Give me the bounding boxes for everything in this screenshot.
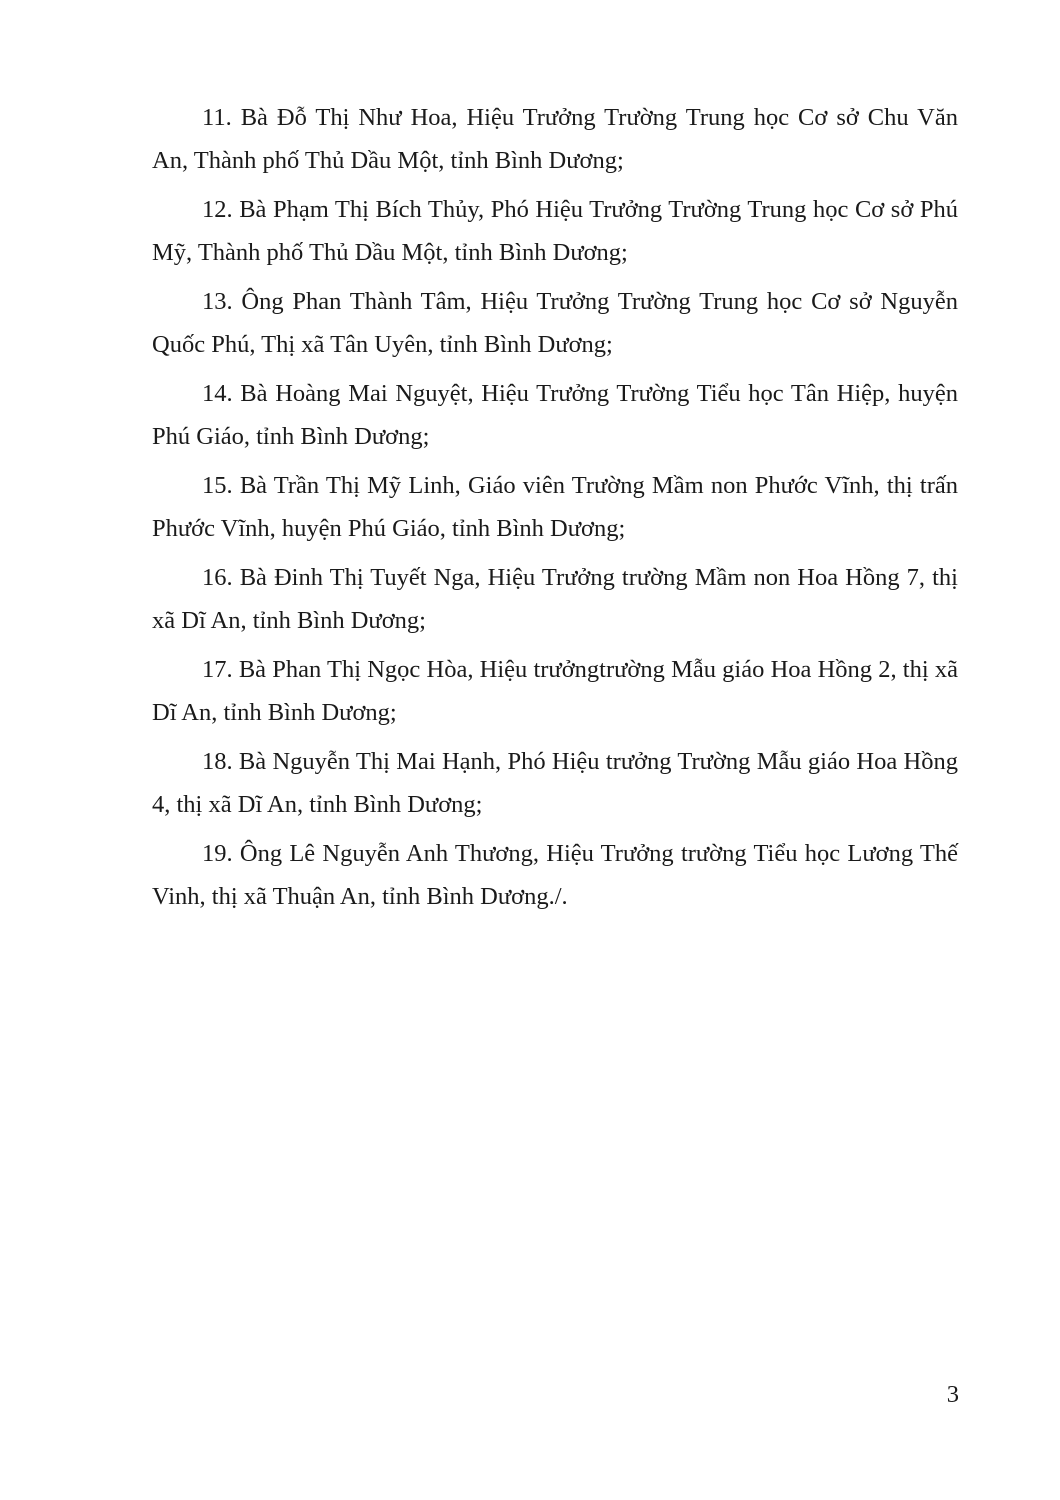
list-item: 12. Bà Phạm Thị Bích Thủy, Phó Hiệu Trưởng Trường Trung học Cơ sở Phú Mỹ, Thành phố Thủ Dầu Một, tỉnh Bình Dương; <box>152 196 958 266</box>
list-item: 13. Ông Phan Thành Tâm, Hiệu Trưởng Trường Trung học Cơ sở Nguyễn Quốc Phú, Thị xã Tân Uyên, tỉnh Bình Dương; <box>152 288 958 358</box>
appointee-list <box>152 96 958 924</box>
list-item: 19. Ông Lê Nguyễn Anh Thương, Hiệu Trưởng trường Tiểu học Lương Thế Vinh, thị xã Thuận An, tỉnh Bình Dương./. <box>152 840 958 910</box>
list-item: 16. Bà Đinh Thị Tuyết Nga, Hiệu Trưởng trường Mầm non Hoa Hồng 7, thị xã Dĩ An, tỉnh Bình Dương; <box>152 564 958 634</box>
list-item: 18. Bà Nguyễn Thị Mai Hạnh, Phó Hiệu trưởng Trường Mẫu giáo Hoa Hồng 4, thị xã Dĩ An, tỉnh Bình Dương; <box>152 748 958 818</box>
list-item: 11. Bà Đỗ Thị Như Hoa, Hiệu Trưởng Trường Trung học Cơ sở Chu Văn An, Thành phố Thủ Dầu Một, tỉnh Bình Dương; <box>152 104 958 174</box>
page-number: 3 <box>946 1381 959 1408</box>
list-item: 17. Bà Phan Thị Ngọc Hòa, Hiệu trưởngtrường Mẫu giáo Hoa Hồng 2, thị xã Dĩ An, tỉnh Bình Dương; <box>152 656 958 726</box>
list-item: 15. Bà Trần Thị Mỹ Linh, Giáo viên Trường Mầm non Phước Vĩnh, thị trấn Phước Vĩnh, huyện Phú Giáo, tỉnh Bình Dương; <box>152 472 958 542</box>
list-item: 14. Bà Hoàng Mai Nguyệt, Hiệu Trưởng Trường Tiểu học Tân Hiệp, huyện Phú Giáo, tỉnh Bình Dương; <box>152 380 958 450</box>
